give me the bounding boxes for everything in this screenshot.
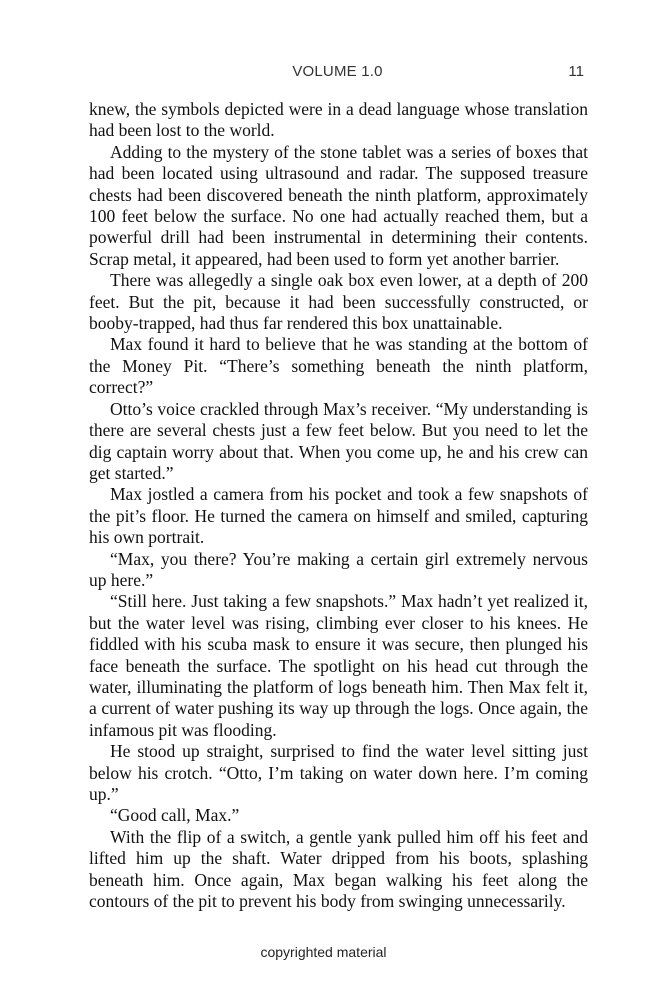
paragraph: knew, the symbols depicted were in a dead language whose translation had been lost to the world.	[89, 99, 588, 141]
paragraph: He stood up straight, surprised to find the water level sitting just below his crotch. “Otto, I’m taking on water down here. I’m coming up.”	[89, 741, 588, 804]
paragraph: Otto’s voice crackled through Max’s receiver. “My understanding is there are several chests just a few feet below. But you need to let the dig captain worry about that. When you come up, he and his crew can get started.”	[89, 398, 588, 483]
running-header	[89, 63, 586, 85]
paragraph: Max jostled a camera from his pocket and took a few snapshots of the pit’s floor. He turned the camera on himself and smiled, capturing his own portrait.	[89, 484, 588, 548]
body-text	[89, 99, 588, 912]
page-number: 11	[568, 63, 584, 80]
paragraph: “Still here. Just taking a few snapshots.” Max hadn’t yet realized it, but the water level was rising, climbing ever closer to his knees. He fiddled with his scuba mask to ensure it was secure, then plunged his face beneath the surface. The spotlight on his head cut through the water, illuminating the platform of logs beneath him. Then Max felt it, a current of water pushing its way up through the logs. Once again, the infamous pit was flooding.	[89, 591, 588, 740]
paragraph: With the flip of a switch, a gentle yank pulled him off his feet and lifted him up the shaft. Water dripped from his boots, splashing beneath him. Once again, Max began walking his feet along the contours of the pit to prevent his body from swinging unnecessarily.	[89, 826, 588, 912]
paragraph: Max found it hard to believe that he was standing at the bottom of the Money Pit. “There’s something beneath the ninth platform, correct?”	[89, 334, 588, 398]
paragraph: Adding to the mystery of the stone tablet was a series of boxes that had been located using ultrasound and radar. The supposed treasure chests had been discovered beneath the ninth platform, approximately 100 feet below the surface. No one had actually reached them, but a powerful drill had been instrumental in determining their contents. Scrap metal, it appeared, had been used to form yet another barrier.	[89, 141, 588, 269]
paragraph: “Good call, Max.”	[110, 805, 240, 826]
running-title: VOLUME 1.0	[292, 63, 383, 80]
paragraph: “Max, you there? You’re making a certain girl extremely nervous up here.”	[89, 548, 588, 590]
paragraph: There was allegedly a single oak box even lower, at a depth of 200 feet. But the pit, because it had been successfully constructed, or booby-trapped, had thus far rendered this box unattainable.	[89, 270, 588, 334]
copyright-footer: copyrighted material	[260, 944, 387, 960]
